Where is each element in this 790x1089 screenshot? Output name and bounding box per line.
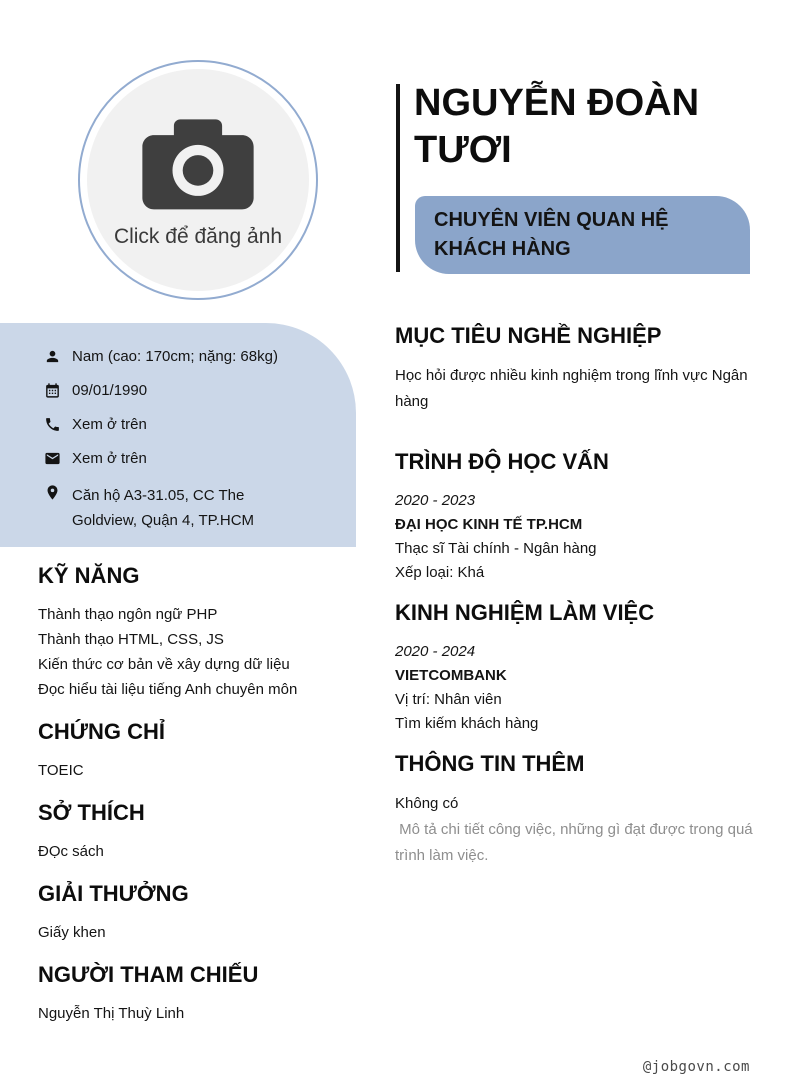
info-row-email (44, 449, 356, 468)
skill-item: Đọc hiểu tài liệu tiếng Anh chuyên môn (38, 681, 298, 698)
info-row-gender (44, 347, 356, 366)
section-title-skills: KỸ NĂNG (38, 563, 140, 588)
certificate-item: TOEIC (38, 762, 84, 779)
section-title-certificates: CHỨNG CHỈ (38, 719, 166, 744)
phone-icon (44, 416, 61, 433)
job-title: CHUYÊN VIÊN QUAN HỆ KHÁCH HÀNG (434, 209, 669, 260)
person-icon (44, 348, 61, 365)
section-title-references: NGƯỜI THAM CHIẾU (38, 962, 259, 987)
education-school: ĐẠI HỌC KINH TẾ TP.HCM (395, 516, 583, 533)
location-icon (44, 484, 61, 501)
skill-item: Thành thạo HTML, CSS, JS (38, 631, 224, 648)
additional-info-placeholder: Mô tả chi tiết công việc, những gì đạt được trong quá trình làm việc. (395, 821, 757, 864)
email-icon (44, 450, 61, 467)
info-gender-text: Nam (cao: 170cm; nặng: 68kg) (72, 348, 278, 365)
section-awards (38, 880, 368, 945)
section-additional-info (395, 750, 760, 869)
skill-item: Thành thạo ngôn ngữ PHP (38, 606, 218, 623)
objective-text: Học hỏi được nhiều kinh nghiệm trong lĩnh vực Ngân hàng (395, 367, 748, 410)
experience-company: VIETCOMBANK (395, 667, 507, 684)
info-address-text: Căn hộ A3-31.05, CC The Goldview, Quận 4, TP.HCM (72, 487, 255, 529)
section-certificates (38, 718, 368, 783)
calendar-icon (44, 382, 61, 399)
section-skills (38, 562, 368, 702)
name-accent-bar (396, 84, 400, 272)
info-birthday-text: 09/01/1990 (72, 382, 148, 399)
hobby-item: ĐỌc sách (38, 843, 104, 860)
info-row-address (44, 483, 356, 533)
section-title-awards: GIẢI THƯỞNG (38, 881, 189, 906)
education-grade: Xếp loại: Khá (395, 564, 485, 581)
section-title-objective: MỤC TIÊU NGHỀ NGHIỆP (395, 323, 662, 348)
experience-period: 2020 - 2024 (395, 643, 476, 660)
section-title-experience: KINH NGHIỆM LÀM VIỆC (395, 600, 655, 625)
photo-upload-caption: Click để đăng ảnh (113, 224, 283, 248)
left-column (38, 562, 368, 1026)
section-title-additional-info: THÔNG TIN THÊM (395, 751, 585, 776)
experience-description: Tìm kiếm khách hàng (395, 715, 539, 732)
info-phone-text: Xem ở trên (72, 416, 147, 433)
skill-item: Kiến thức cơ bản về xây dựng dữ liệu (38, 656, 290, 673)
site-watermark: @jobgovn.com (642, 1059, 750, 1075)
personal-info-box (0, 323, 356, 547)
experience-position: Vị trí: Nhân viên (395, 691, 502, 708)
camera-icon (136, 112, 260, 219)
info-row-birthday (44, 381, 356, 400)
reference-item: Nguyễn Thị Thuỳ Linh (38, 1005, 185, 1022)
education-degree: Thạc sĩ Tài chính - Ngân hàng (395, 540, 597, 557)
info-email-text: Xem ở trên (72, 450, 147, 467)
section-hobbies (38, 799, 368, 864)
section-title-hobbies: SỞ THÍCH (38, 800, 145, 825)
award-item: Giấy khen (38, 924, 106, 941)
section-title-education: TRÌNH ĐỘ HỌC VẤN (395, 449, 609, 474)
additional-info-text: Không có (395, 795, 459, 812)
section-experience (395, 599, 760, 736)
info-row-phone (44, 415, 356, 434)
photo-placeholder (87, 69, 309, 291)
section-education (395, 448, 760, 585)
job-title-badge (415, 196, 750, 274)
section-objective (395, 322, 760, 415)
section-references (38, 961, 368, 1026)
education-period: 2020 - 2023 (395, 492, 476, 509)
candidate-name: NGUYỄN ĐOÀN TƯƠI (414, 82, 700, 171)
photo-upload-button[interactable] (78, 60, 318, 300)
